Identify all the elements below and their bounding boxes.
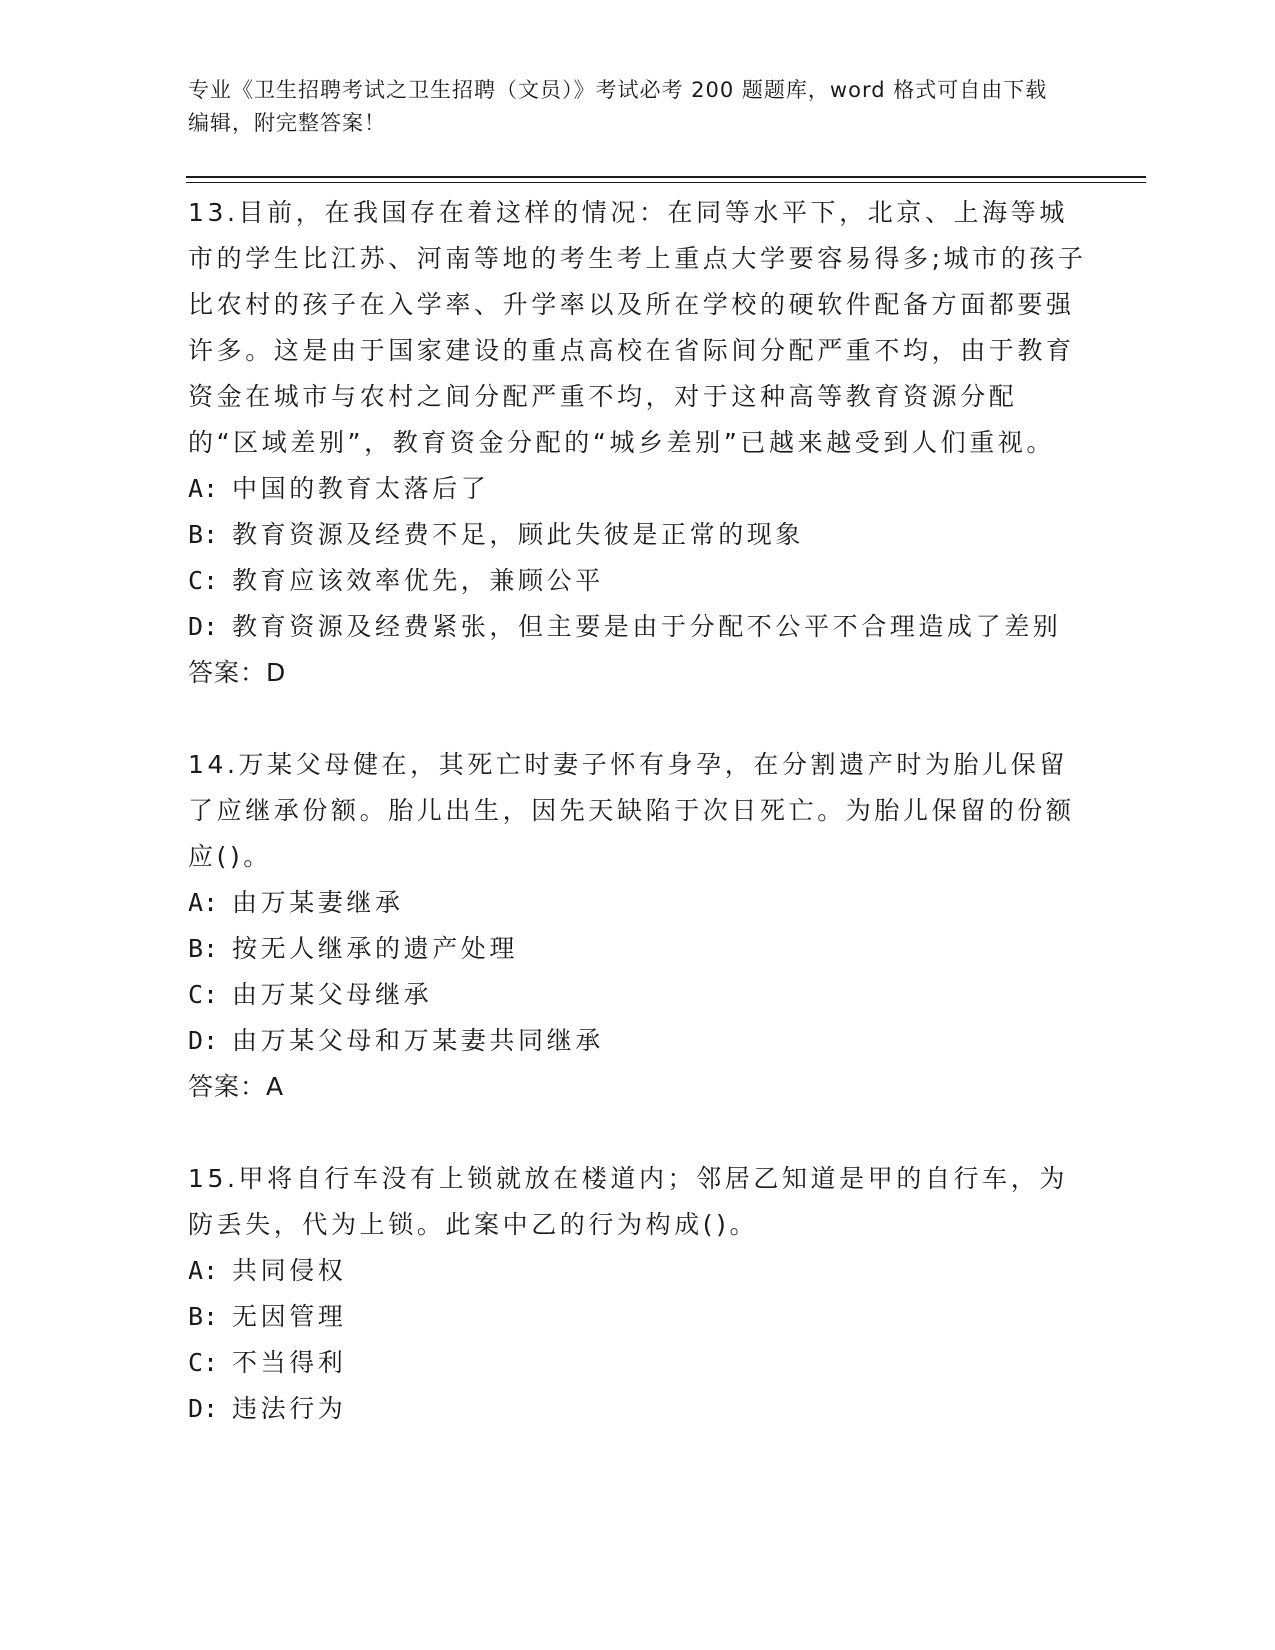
option-b — [188, 1294, 1088, 1340]
option-letter: C: — [188, 566, 219, 595]
option-c — [188, 972, 1088, 1018]
option-a — [188, 880, 1088, 926]
option-c — [188, 1340, 1088, 1386]
option-letter: B: — [188, 934, 219, 963]
option-letter: B: — [188, 520, 219, 549]
option-text: 中国的教育太落后了 — [232, 474, 490, 503]
option-text: 共同侵权 — [232, 1256, 347, 1285]
option-text: 由万某父母继承 — [232, 980, 433, 1009]
answer-line — [188, 1064, 1088, 1110]
question-text: 14.万某父母健在，其死亡时妻子怀有身孕，在分割遗产时为胎儿保留了应继承份额。胎儿出生，因先天缺陷于次日死亡。为胎儿保留的份额应()。 — [188, 750, 1075, 871]
option-letter: D: — [188, 612, 219, 641]
option-text: 无因管理 — [232, 1302, 347, 1331]
option-a — [188, 1248, 1088, 1294]
option-text: 教育资源及经费不足，顾此失彼是正常的现象 — [232, 520, 805, 549]
option-text: 按无人继承的遗产处理 — [232, 934, 519, 963]
question-text: 13.目前，在我国存在着这样的情况：在同等水平下，北京、上海等城市的学生比江苏、河南等地的考生考上重点大学要容易得多;城市的孩子比农村的孩子在入学率、升学率以及所在学校的硬软件配备方面都要强许多。这是由于国家建设的重点高校在省际间分配严重不均，由于教育资金在城市与农村之间分配严重不均，对于这种高等教育资源分配的“区域差别”，教育资金分配的“城乡差别”已越来越受到人们重视。 — [188, 198, 1087, 457]
option-letter: A: — [188, 888, 219, 917]
answer-value: A — [266, 1072, 285, 1101]
question-list — [188, 190, 1088, 1432]
option-d — [188, 1386, 1088, 1432]
answer-label: 答案： — [188, 1072, 267, 1101]
option-letter: A: — [188, 1256, 219, 1285]
question-spacer — [188, 1110, 1088, 1156]
option-letter: D: — [188, 1394, 219, 1423]
header-divider-thick — [186, 176, 1146, 178]
option-text: 教育资源及经费紧张，但主要是由于分配不公平不合理造成了差别 — [232, 612, 1062, 641]
option-text: 违法行为 — [232, 1394, 347, 1423]
answer-label: 答案： — [188, 658, 267, 687]
option-text: 由万某妻继承 — [232, 888, 404, 917]
question-text: 15.甲将自行车没有上锁就放在楼道内；邻居乙知道是甲的自行车，为防丢失，代为上锁。此案中乙的行为构成()。 — [188, 1164, 1068, 1239]
question-13 — [188, 190, 1088, 696]
question-spacer — [188, 696, 1088, 742]
option-b — [188, 926, 1088, 972]
option-letter: D: — [188, 1026, 219, 1055]
option-c — [188, 558, 1088, 604]
option-letter: C: — [188, 1348, 219, 1377]
question-14 — [188, 742, 1088, 1110]
document-header: 专业《卫生招聘考试之卫生招聘（文员）》考试必考 200 题题库，word 格式可自由下载编辑，附完整答案！ — [188, 78, 1048, 135]
option-a — [188, 466, 1088, 512]
question-15 — [188, 1156, 1088, 1432]
header-divider-thin — [186, 182, 1146, 183]
option-d — [188, 604, 1088, 650]
option-b — [188, 512, 1088, 558]
option-text: 教育应该效率优先，兼顾公平 — [232, 566, 604, 595]
option-text: 不当得利 — [232, 1348, 347, 1377]
option-letter: A: — [188, 474, 219, 503]
option-letter: B: — [188, 1302, 219, 1331]
option-letter: C: — [188, 980, 219, 1009]
answer-value: D — [266, 658, 287, 687]
answer-line — [188, 650, 1088, 696]
option-d — [188, 1018, 1088, 1064]
option-text: 由万某父母和万某妻共同继承 — [232, 1026, 604, 1055]
